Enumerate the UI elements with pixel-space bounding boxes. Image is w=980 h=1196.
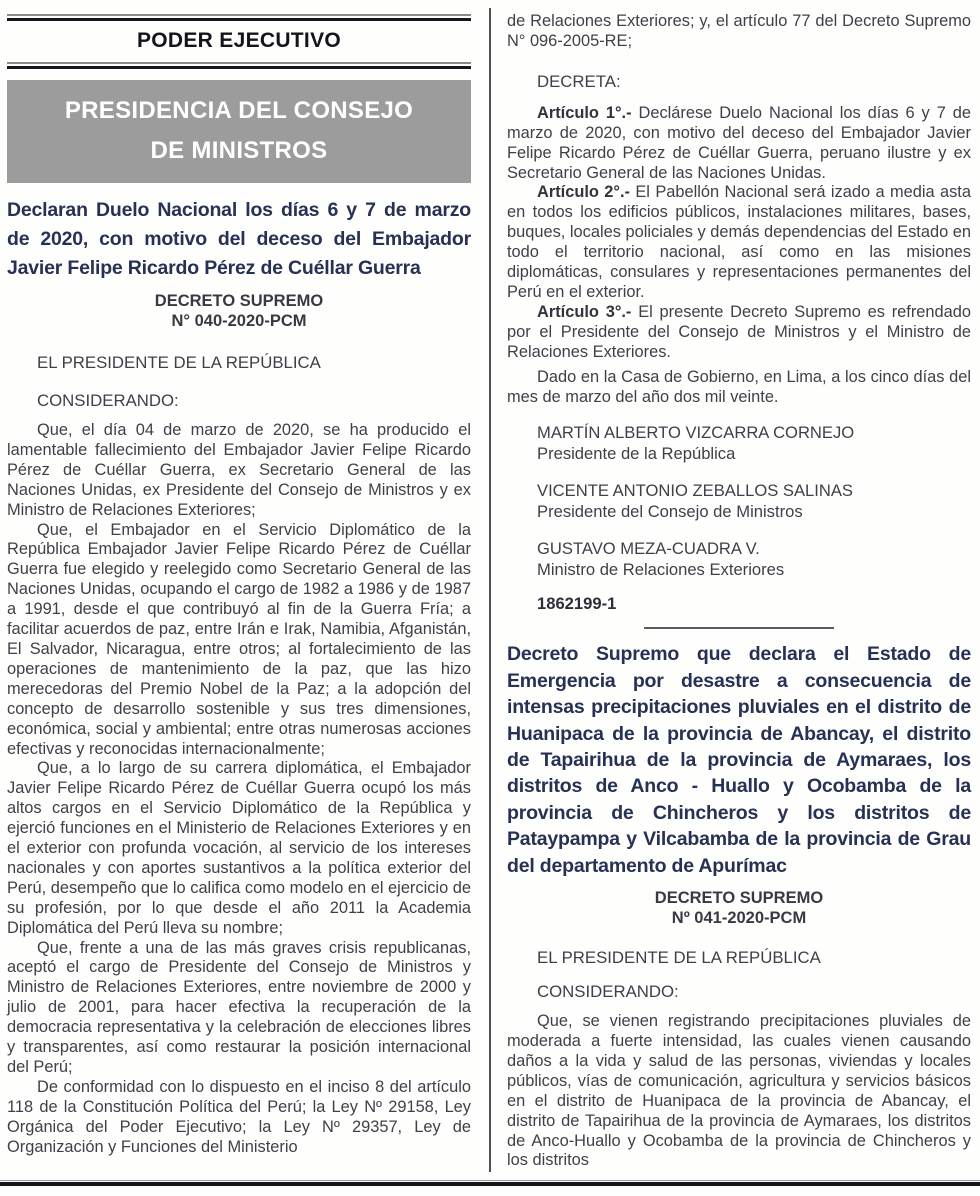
right-column: [507, 0, 971, 1171]
section-divider: [644, 627, 834, 629]
top-double-rule: [7, 14, 471, 21]
article-paragraph: [507, 104, 971, 184]
decree2-president-line: EL PRESIDENTE DE LA REPÚBLICA: [537, 948, 821, 968]
decree2-heading: [507, 888, 971, 928]
decree1-heading: [7, 291, 471, 331]
decree1-paragraph: Que, el Embajador en el Servicio Diplomático de la República Embajador Javier Felipe Ricardo Pérez de Cuéllar Guerra fue elegido y reelegido como Secretario General de las Naciones Unidas, ocupando el cargo de 1982 a 1986 y de 1987 a 1991, desde el que contribuyó al fin de la Guerra Fría; a facilitar acuerdos de paz, entre Irán e Irak, Namibia, Afganistán, El Salvador, Nicaragua, entre otros; al fortalecimiento de las operaciones de mantenimiento de la paz, que las hizo merecedoras del Premio Nobel de la Paz; a la adopción del concepto de desarrollo sostenible y sus tres dimensiones, económica, social y ambiental; entre otras numerosas acciones efectivas y reconocidas internacionalmente;: [7, 520, 471, 758]
bottom-double-rule: [7, 62, 471, 69]
left-column: [7, 0, 471, 1158]
signature-block: [507, 539, 971, 580]
signatory-role: Presidente del Consejo de Ministros: [537, 501, 803, 521]
signatory-role: Ministro de Relaciones Exteriores: [537, 559, 785, 579]
banner-line-2: DE MINISTROS: [150, 137, 328, 164]
decree1-heading-line: DECRETO SUPREMO: [154, 292, 324, 310]
signature-block: [507, 423, 971, 464]
decree1-paragraph: Que, el día 04 de marzo de 2020, se ha producido el lamentable fallecimiento del Embajador Javier Felipe Ricardo Pérez de Cuéllar Guerra, ex Secretario General de las Naciones Unidas, ex Presidente del Consejo de Ministros y ex Ministro de Relaciones Exteriores;: [7, 421, 471, 519]
poder-ejecutivo-masthead: [7, 0, 471, 69]
decree1-title: Declaran Duelo Nacional los días 6 y 7 de marzo de 2020, con motivo del deceso del Embajador Javier Felipe Ricardo Pérez de Cuéllar Guerra: [7, 199, 471, 279]
signatory-name: GUSTAVO MEZA-CUADRA V.: [537, 539, 760, 559]
signatory-role: Presidente de la República: [537, 443, 736, 463]
continuation-paragraph: de Relaciones Exteriores; y, el artículo 77 del Decreto Supremo N° 096-2005-RE;: [507, 12, 971, 50]
decree2-heading-line: DECRETO SUPREMO: [654, 889, 824, 908]
rule-thick: [7, 66, 471, 69]
signature-block: [507, 481, 971, 522]
rule-thin: [7, 14, 471, 16]
decree2-number: Nº 041-2020-PCM: [671, 909, 807, 928]
article-paragraph: [507, 183, 971, 302]
dado-paragraph: Dado en la Casa de Gobierno, en Lima, a los cinco días del mes de marzo del año dos mil veinte.: [507, 367, 971, 406]
president-line: EL PRESIDENTE DE LA REPÚBLICA: [37, 353, 321, 372]
column-divider: [489, 8, 491, 1172]
rule-thick: [0, 1182, 980, 1186]
article-label: Artículo 2°.-: [537, 183, 630, 202]
article-text: El presente Decreto Supremo es refrendado por el Presidente del Consejo de Ministros y el Ministro de Relaciones Exteriores.: [507, 302, 971, 361]
decreta-label: DECRETA:: [537, 71, 621, 91]
decree2-considering-label: CONSIDERANDO:: [537, 982, 679, 1002]
article-text: El Pabellón Nacional será izado a media asta en todos los edificios públicos, instalaciones militares, bases, buques, locales policiales y demás dependencias del Estado en todo el territorio nacional, así como en las misiones diplomáticas, consulares y representaciones permanentes del Perú en el exterior.: [507, 183, 971, 301]
considering-label: CONSIDERANDO:: [37, 391, 179, 410]
decree1-paragraph: Que, frente a una de las más graves crisis republicanas, aceptó el cargo de Presidente del Consejo de Ministros y Ministro de Relaciones Exteriores, entre noviembre de 2000 y julio de 2001, para hacer efectiva la recuperación de la democracia representativa y la celebración de elecciones libres y transparentes, así como restaurar la posición internacional del Perú;: [7, 938, 471, 1076]
article-paragraph: [507, 303, 971, 363]
section-header: PODER EJECUTIVO: [136, 29, 342, 52]
rule-thin: [0, 1180, 980, 1181]
ministry-banner: [7, 80, 471, 183]
decree2-title: Decreto Supremo que declara el Estado de Emergencia por desastre a consecuencia de intensas precipitaciones pluviales en el distrito de Huanipaca de la provincia de Abancay, el distrito de Tapairihua de la provincia de Aymaraes, los distritos de Anco - Huallo y Ocobamba de la provincia de Chincheros y los distritos de Pataypampa y Vilcabamba de la provincia de Grau del departamento de Apurímac: [507, 643, 971, 877]
decree1-paragraph: Que, a lo largo de su carrera diplomática, el Embajador Javier Felipe Ricardo Pérez de Cuéllar Guerra ocupó los más altos cargos en el Servicio Diplomático de la República y ejerció funciones en el Ministerio de Relaciones Exteriores y en el exterior con profunda vocación, al servicio de los intereses nacionales y con aportes sustantivos a la política exterior del Perú, desempeño que lo califica como modelo en el ejercicio de su profesión, por lo que desde el año 2011 la Academia Diplomática del Perú lleva su nombre;: [7, 759, 471, 937]
decree1-number: N° 040-2020-PCM: [171, 312, 307, 330]
page-bottom-rule: [0, 1180, 980, 1186]
rule-thin: [7, 62, 471, 64]
article-text: Declárese Duelo Nacional los días 6 y 7 de marzo de 2020, con motivo del deceso del Embajador Javier Felipe Ricardo Pérez de Cuéllar Guerra, peruano ilustre y ex Secretario General de las Naciones Unidas.: [507, 103, 971, 182]
signatory-name: MARTÍN ALBERTO VIZCARRA CORNEJO: [537, 423, 855, 443]
article-label: Artículo 1°.-: [537, 103, 632, 122]
record-number: 1862199-1: [537, 594, 617, 614]
banner-line-1: PRESIDENCIA DEL CONSEJO: [64, 97, 414, 124]
decree2-paragraph: Que, se vienen registrando precipitaciones pluviales de moderada a fuerte intensidad, las cuales vienen causando daños a la vida y salud de las personas, viviendas y locales públicos, vías de comunicación, agricultura y servicios básicos en el distrito de Huanipaca de la provincia de Abancay, el distrito de Tapairihua de la provincia de Aymaraes, los distritos de Anco-Huallo y Ocobamba de la provincia de Chincheros y los distritos: [507, 1012, 971, 1170]
signatory-name: VICENTE ANTONIO ZEBALLOS SALINAS: [537, 481, 853, 501]
article-label: Artículo 3°.-: [537, 302, 632, 321]
decree1-paragraph: De conformidad con lo dispuesto en el inciso 8 del artículo 118 de la Constitución Política del Perú; la Ley Nº 29158, Ley Orgánica del Poder Ejecutivo; la Ley Nº 29357, Ley de Organización y Funciones del Ministerio: [7, 1077, 471, 1156]
